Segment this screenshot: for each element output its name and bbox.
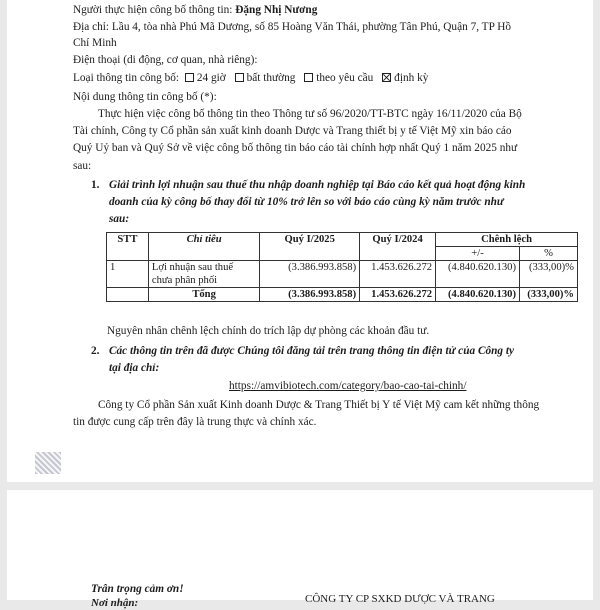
section-1-number: 1.: [91, 179, 100, 191]
profit-comparison-table: [106, 232, 578, 302]
row-stt: 1: [107, 261, 149, 288]
header-diff-abs: +/-: [436, 247, 520, 261]
header-difference: Chênh lệch: [436, 233, 578, 247]
header-diff-pct: %: [519, 247, 577, 261]
checkbox-on-request: [304, 73, 313, 82]
thanks-text: Trân trọng cảm ơn!: [91, 583, 184, 595]
checkbox-periodic-checked: [382, 73, 391, 82]
total-stt-cell: [107, 288, 149, 302]
recipients-label: Nơi nhận:: [91, 597, 139, 609]
company-signature-title: CÔNG TY CP SXKD DƯỢC VÀ TRANG: [305, 593, 495, 605]
row-q1-2024: 1.453.626.272: [360, 261, 436, 288]
header-q1-2024: Quý I/2024: [360, 233, 436, 261]
report-url-link[interactable]: https://amvibiotech.com/category/bao-cao-tai-chinh/: [229, 380, 467, 392]
total-diff-abs: (4.840.620.130): [436, 288, 520, 302]
stamp-mark-icon: [35, 452, 61, 474]
checkbox-24h: [185, 73, 194, 82]
content-label: Nội dung thông tin công bố (*):: [73, 91, 217, 103]
section-1-title-1: Giải trình lợi nhuận sau thuế thu nhập doanh nghiệp tại Báo cáo kết quả hoạt động kinh: [109, 179, 526, 191]
section-2-title-1: Các thông tin trên đã được Chúng tôi đăng tải trên trang thông tin điện tử của Công ty: [109, 345, 515, 357]
header-item: Chỉ tiêu: [148, 233, 259, 261]
section-2-number: 2.: [91, 345, 100, 357]
publisher-line: [73, 3, 317, 17]
row-item: [148, 261, 259, 288]
row-q1-2025: (3.386.993.858): [260, 261, 360, 288]
row-item-line-2: chưa phân phối: [151, 275, 218, 286]
checkbox-unusual: [235, 73, 244, 82]
document-page-1: [7, 0, 593, 482]
intro-line-4: sau:: [73, 160, 92, 172]
section-2-title-2: tại địa chỉ:: [109, 362, 160, 374]
address-line-1: Địa chỉ: Lầu 4, tòa nhà Phú Mã Dương, số 85 Hoàng Văn Thái, phường Tân Phú, Quận 7, TP Hồ: [73, 21, 512, 33]
document-page-2: [7, 490, 593, 609]
section-1-title-3: sau:: [109, 213, 130, 225]
address-line-2: Chí Minh: [73, 37, 117, 49]
option-periodic-label: định kỳ: [394, 72, 429, 84]
total-label: Tổng: [148, 288, 259, 302]
publisher-name: Đặng Nhị Nương: [235, 4, 318, 16]
header-stt: STT: [107, 233, 149, 261]
reason-text: Nguyên nhân chênh lệch chính do trích lập dự phòng các khoản đầu tư.: [107, 325, 430, 337]
option-24h-label: 24 giờ: [196, 72, 226, 84]
intro-line-3: Quý Uỷ ban và Quý Sở về việc công bố thông tin báo cáo tài chính hợp nhất Quý 1 năm 2025 như: [73, 142, 518, 154]
publisher-label: Người thực hiện công bố thông tin:: [73, 4, 236, 16]
intro-line-1: Thực hiện việc công bố thông tin theo Thông tư số 96/2020/TT-BTC ngày 16/11/2020 của Bộ: [98, 108, 522, 120]
commitment-line-1: Công ty Cổ phần Sản xuất Kinh doanh Dược & Trang Thiết bị Y tế Việt Mỹ cam kết những thông: [98, 399, 540, 411]
disclosure-type-label: Loại thông tin công bố:: [73, 72, 180, 84]
table-total-row: [107, 288, 578, 302]
row-diff-pct: (333,00)%: [519, 261, 577, 288]
table-header-row: [107, 233, 578, 247]
option-unusual-label: bất thường: [246, 72, 296, 84]
disclosure-type-line: [73, 71, 428, 85]
commitment-line-2: tin được cung cấp trên đây là trung thực và chính xác.: [73, 416, 317, 428]
phone-line: Điện thoại (di động, cơ quan, nhà riêng):: [73, 54, 258, 66]
total-diff-pct: (333,00)%: [519, 288, 577, 302]
total-q1-2024: 1.453.626.272: [360, 288, 436, 302]
row-diff-abs: (4.840.620.130): [436, 261, 520, 288]
table-row: [107, 261, 578, 288]
section-1-title-2: doanh của kỳ công bố thay đổi từ 10% trở lên so với báo cáo cùng kỳ năm trước như: [109, 196, 504, 208]
option-on-request-label: theo yêu cầu: [316, 72, 374, 84]
row-item-line-1: Lợi nhuận sau thuế: [151, 262, 234, 273]
intro-line-2: Tài chính, Công ty Cổ phần sản xuất kinh doanh Dược và Trang thiết bị y tế Việt Mỹ xin báo cáo: [73, 125, 512, 137]
total-q1-2025: (3.386.993.858): [260, 288, 360, 302]
header-q1-2025: Quý I/2025: [260, 233, 360, 261]
